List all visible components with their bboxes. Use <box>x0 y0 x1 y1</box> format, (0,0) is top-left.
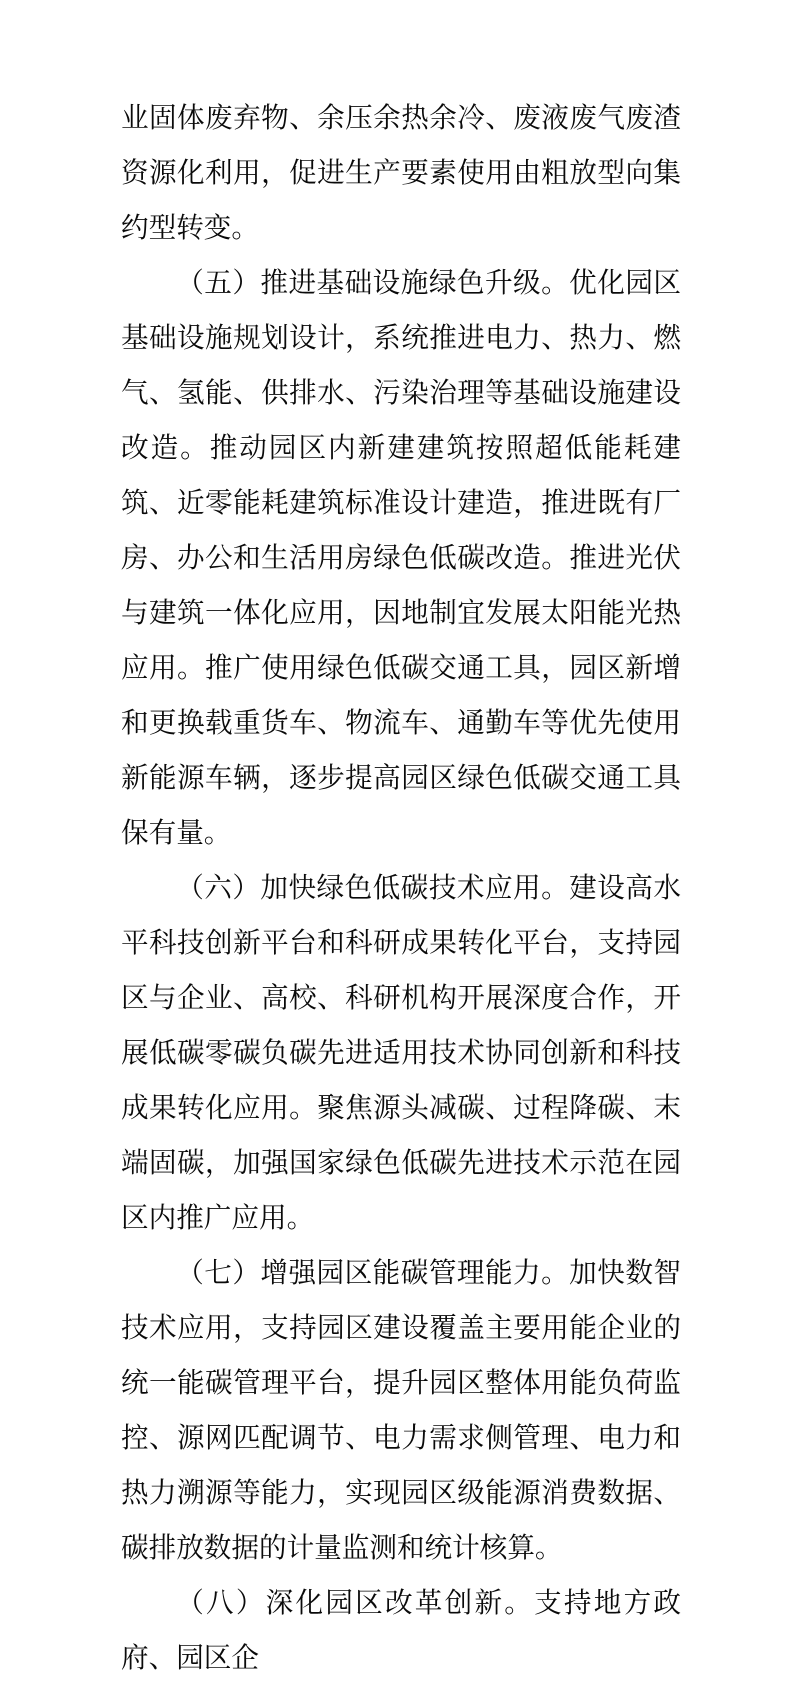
paragraph-section-six: （六）加快绿色低碳技术应用。建设高水平科技创新平台和科研成果转化平台，支持园区与企业、高校、科研机构开展深度合作，开展低碳零碳负碳先进适用技术协同创新和科技成果转化应用。聚焦源头减碳、过程降碳、末端固碳，加强国家绿色低碳先进技术示范在园区内推广应用。 <box>121 872 681 1233</box>
paragraph-continuation: 业固体废弃物、余压余热余冷、废液废气废渣资源化利用，促进生产要素使用由粗放型向集约型转变。 <box>121 102 681 243</box>
paragraph-section-eight: （八）深化园区改革创新。支持地方政府、园区企 <box>121 1587 681 1673</box>
paragraph-section-five: （五）推进基础设施绿色升级。优化园区基础设施规划设计，系统推进电力、热力、燃气、氢能、供排水、污染治理等基础设施建设改造。推动园区内新建建筑按照超低能耗建筑、近零能耗建筑标准设计建造，推进既有厂房、办公和生活用房绿色低碳改造。推进光伏与建筑一体化应用，因地制宜发展太阳能光热应用。推广使用绿色低碳交通工具，园区新增和更换载重货车、物流车、通勤车等优先使用新能源车辆，逐步提高园区绿色低碳交通工具保有量。 <box>121 267 681 848</box>
document-text-body <box>121 90 681 1685</box>
paragraph-section-seven: （七）增强园区能碳管理能力。加快数智技术应用，支持园区建设覆盖主要用能企业的统一能碳管理平台，提升园区整体用能负荷监控、源网匹配调节、电力需求侧管理、电力和热力溯源等能力，实现园区级能源消费数据、碳排放数据的计量监测和统计核算。 <box>121 1257 681 1563</box>
